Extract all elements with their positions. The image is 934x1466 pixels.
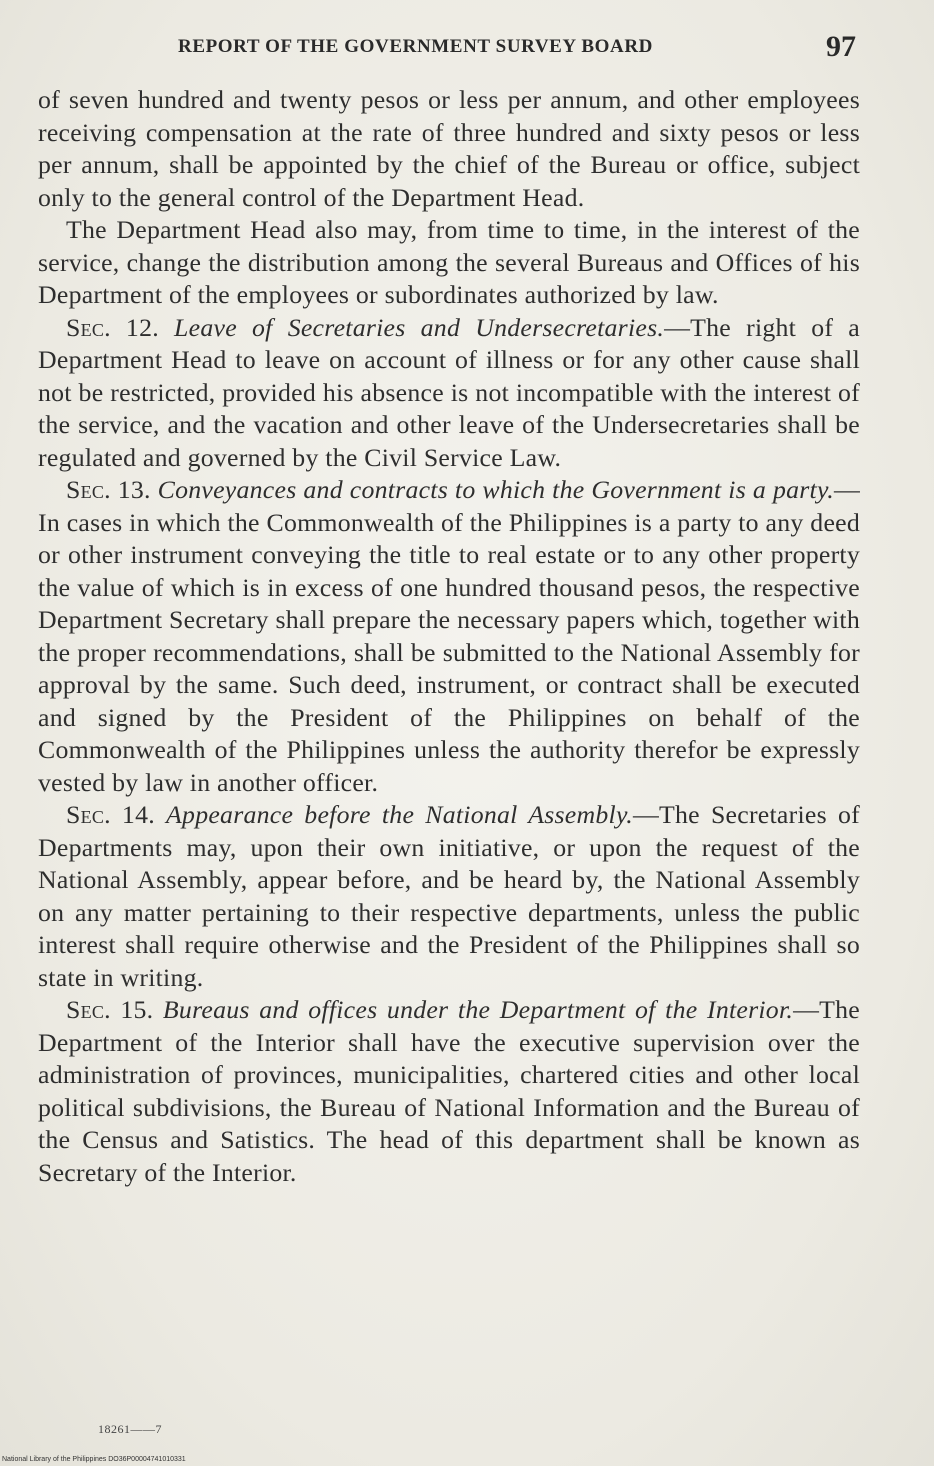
paragraph-continuation: of seven hundred and twenty pesos or less per annum, and other employees receiving compensation at the rate of three hundred and sixty pesos or less per annum, shall be appointed by the chief of the Bureau or office, subject only to the general control of the Department Head. [38, 85, 860, 212]
paragraph-distribution: The Department Head also may, from time to time, in the interest of the service, change the distribution among the several Bureaus and Offices of his Department of the employees or subordinates authorized by law. [38, 215, 860, 309]
running-header [0, 30, 934, 68]
section-13-text: —In cases in which the Commonwealth of the Philippines is a party to any deed or other instrument conveying the title to real estate or to any other property the value of which is in excess of one hundred thousand pesos, the respective Department Secretary shall prepare the necessary papers which, together with the proper recommendations, shall be submitted to the National Assembly for approval by the same. Such deed, instrument, or contract shall be executed and signed by the President of the Philippines on behalf of the Commonwealth of the Philippines unless the authority therefor be expressly vested by law in another officer. [38, 475, 860, 797]
section-14-title: Appearance before the National Assembly. [166, 800, 633, 829]
section-13 [38, 474, 860, 799]
printer-signature-mark: 18261——7 [98, 1422, 162, 1436]
section-15-title: Bureaus and offices under the Department of the Interior. [162, 995, 794, 1024]
section-15 [38, 994, 860, 1189]
section-14-label: Sec. 14. [66, 800, 155, 829]
section-13-title: Conveyances and contracts to which the Government is a party. [157, 475, 834, 504]
section-15-text: —The Department of the Interior shall have the executive supervision over the administration of provinces, municipalities, chartered cities and other local political subdivisions, the Bureau of National Information and the Bureau of the Census and Satistics. The head of this department shall be known as Secretary of the Interior. [38, 995, 860, 1187]
section-12 [38, 312, 860, 475]
section-12-label: Sec. 12. [66, 312, 159, 342]
section-12-text: —The right of a Department Head to leave on account of illness or for any other cause shall not be restricted, provided his absence is not incompatible with the interest of the service, and the vacation and other leave of the Undersecretaries shall be regulated and governed by the Civil Service Law. [38, 312, 860, 472]
section-13-label: Sec. 13. [66, 475, 151, 504]
section-12-title: Leave of Secretaries and Undersecretaries. [174, 312, 665, 342]
section-14 [38, 799, 860, 994]
page-number: 97 [826, 30, 856, 63]
section-14-text: —The Secretaries of Departments may, upon their own initiative, or upon the request of the National Assembly, appear before, and be heard by, the National Assembly on any matter pertaining to their respective departments, unless the public interest shall require otherwise and the President of the Philippines shall so state in writing. [38, 800, 860, 992]
running-head-title: REPORT OF THE GOVERNMENT SURVEY BOARD [178, 36, 653, 57]
section-15-label: Sec. 15. [66, 995, 154, 1024]
body-text [38, 84, 860, 1189]
library-scan-footer: National Library of the Philippines DO36P00004741010331 [2, 1456, 186, 1463]
